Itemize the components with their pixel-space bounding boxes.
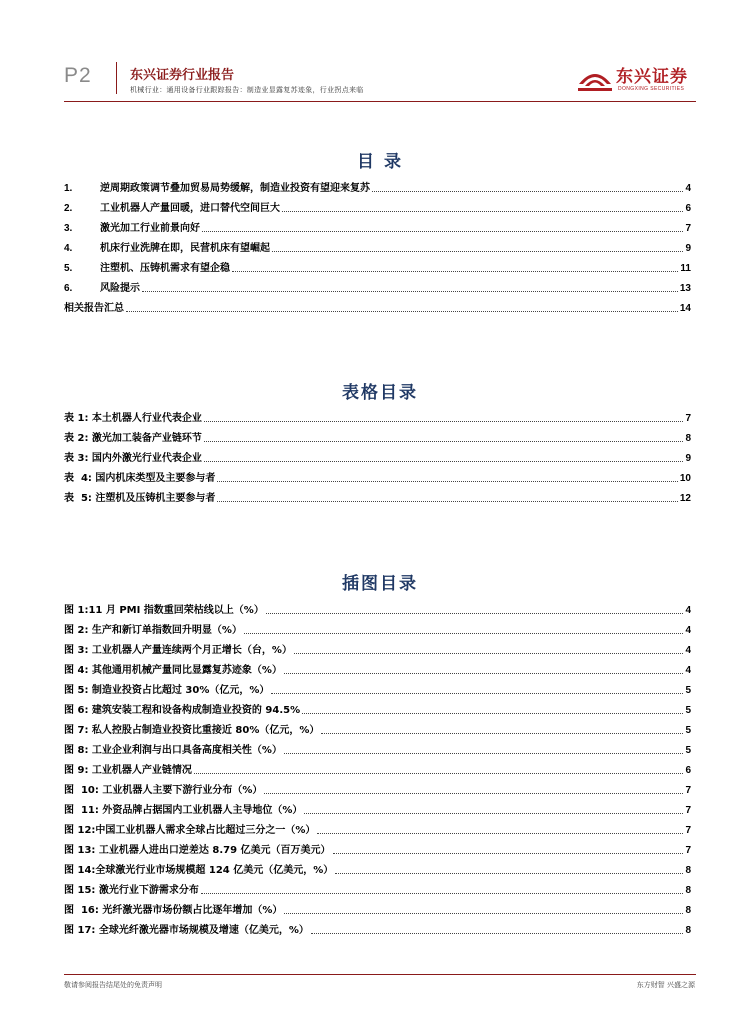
toc-entry[interactable] <box>64 717 691 737</box>
entry-page-number: 7 <box>685 845 691 856</box>
entry-title: 图 14:全球激光行业市场规模超 124 亿美元（亿美元，%） <box>64 865 334 876</box>
dot-leader <box>304 812 683 814</box>
entry-page-number: 5 <box>685 725 691 736</box>
dot-leader <box>284 752 683 754</box>
figures-list <box>64 597 691 937</box>
toc-entry[interactable] <box>64 797 691 817</box>
toc-entry[interactable] <box>64 485 691 505</box>
header-rule <box>64 101 696 102</box>
toc-entry[interactable] <box>64 897 691 917</box>
entry-title: 机床行业洗牌在即，民营机床有望崛起 <box>100 243 270 254</box>
company-motto: 东方财智 兴盛之源 <box>636 981 695 989</box>
entry-page-number: 5 <box>685 685 691 696</box>
dot-leader <box>294 652 683 654</box>
toc-entry[interactable] <box>64 737 691 757</box>
toc-entry[interactable] <box>64 425 691 445</box>
dot-leader <box>272 250 683 252</box>
dot-leader <box>201 892 684 894</box>
entry-number: 1. <box>64 183 73 194</box>
toc-entry[interactable] <box>64 465 691 485</box>
toc-entry[interactable] <box>64 175 691 195</box>
entry-page-number: 7 <box>685 413 691 424</box>
entry-page-number: 5 <box>685 705 691 716</box>
toc-entry[interactable] <box>64 215 691 235</box>
entry-page-number: 12 <box>679 493 691 504</box>
entry-page-number: 4 <box>685 625 691 636</box>
toc-entry[interactable] <box>64 757 691 777</box>
entry-title: 注塑机、压铸机需求有望企稳 <box>100 263 230 274</box>
entry-page-number: 7 <box>685 805 691 816</box>
toc-title: 目 录 <box>357 152 403 172</box>
entry-title: 激光加工行业前景向好 <box>100 223 200 234</box>
entry-title: 相关报告汇总 <box>64 303 124 314</box>
entry-title: 图 7: 私人控股占制造业投资比重接近 80%（亿元，%） <box>64 725 320 736</box>
entry-page-number: 7 <box>685 825 691 836</box>
toc-entry[interactable] <box>64 617 691 637</box>
entry-number: 2. <box>64 203 73 214</box>
logo-english-text: DONGXING SECURITIES <box>618 86 685 92</box>
entry-number: 6. <box>64 283 73 294</box>
dot-leader <box>333 852 684 854</box>
entry-title: 图 13: 工业机器人进出口逆差达 8.79 亿美元（百万美元） <box>64 845 331 856</box>
toc-entry[interactable] <box>64 677 691 697</box>
figures-title: 插图目录 <box>342 574 418 594</box>
dot-leader <box>284 672 683 674</box>
company-logo <box>576 60 700 100</box>
dot-leader <box>204 420 684 422</box>
tables-title: 表格目录 <box>342 383 418 403</box>
entry-title: 图 5: 制造业投资占比超过 30%（亿元，%） <box>64 685 270 696</box>
dot-leader <box>317 832 683 834</box>
toc-entry[interactable] <box>64 817 691 837</box>
toc-entry[interactable] <box>64 597 691 617</box>
entry-title: 表 3: 国内外激光行业代表企业 <box>64 453 202 464</box>
dot-leader <box>372 190 683 192</box>
entry-title: 表 5: 注塑机及压铸机主要参与者 <box>64 493 216 504</box>
entry-title: 图 6: 建筑安装工程和设备构成制造业投资的 94.5% <box>64 705 301 716</box>
entry-title: 图 17: 全球光纤激光器市场规模及增速（亿美元，%） <box>64 925 309 936</box>
dot-leader <box>202 230 683 232</box>
dot-leader <box>282 210 683 212</box>
toc-entry[interactable] <box>64 195 691 215</box>
toc-entry[interactable] <box>64 697 691 717</box>
entry-page-number: 6 <box>685 203 691 214</box>
entry-page-number: 4 <box>685 665 691 676</box>
entry-title: 图 3: 工业机器人产量连续两个月正增长（台，%） <box>64 645 292 656</box>
dot-leader <box>266 612 684 614</box>
entry-page-number: 4 <box>685 645 691 656</box>
dot-leader <box>126 310 678 312</box>
dot-leader <box>244 632 683 634</box>
dot-leader <box>264 792 683 794</box>
toc-entry[interactable] <box>64 637 691 657</box>
report-series-title: 东兴证券行业报告 <box>130 68 235 83</box>
entry-page-number: 8 <box>685 865 691 876</box>
entry-number: 4. <box>64 243 73 254</box>
entry-title: 风险提示 <box>100 283 140 294</box>
entry-page-number: 5 <box>685 745 691 756</box>
dot-leader <box>321 732 683 734</box>
entry-page-number: 9 <box>685 453 691 464</box>
entry-page-number: 13 <box>679 283 691 294</box>
entry-page-number: 7 <box>685 785 691 796</box>
toc-entry[interactable] <box>64 657 691 677</box>
entry-title: 图 10: 工业机器人主要下游行业分布（%） <box>64 785 263 796</box>
dot-leader <box>217 480 677 482</box>
entry-number: 5. <box>64 263 73 274</box>
entry-title: 图 2: 生产和新订单指数回升明显（%） <box>64 625 242 636</box>
entry-page-number: 8 <box>685 885 691 896</box>
entry-page-number: 8 <box>685 925 691 936</box>
toc-entry[interactable] <box>64 445 691 465</box>
dot-leader <box>335 872 683 874</box>
entry-page-number: 4 <box>685 183 691 194</box>
page-number: P2 <box>64 64 92 87</box>
dot-leader <box>232 270 678 272</box>
entry-title: 表 4: 国内机床类型及主要参与者 <box>64 473 216 484</box>
entry-title: 图 11: 外资品牌占据国内工业机器人主导地位（%） <box>64 805 303 816</box>
entry-title: 图 15: 激光行业下游需求分布 <box>64 885 199 896</box>
entry-page-number: 4 <box>685 605 691 616</box>
toc-entry[interactable] <box>64 235 691 255</box>
dot-leader <box>142 290 678 292</box>
toc-entry[interactable] <box>64 857 691 877</box>
entry-title: 逆周期政策调节叠加贸易局势缓解，制造业投资有望迎来复苏 <box>100 183 370 194</box>
dot-leader <box>217 500 677 502</box>
toc-entry[interactable] <box>64 877 691 897</box>
entry-title: 工业机器人产量回暖，进口替代空间巨大 <box>100 203 280 214</box>
toc-entry[interactable] <box>64 275 691 295</box>
toc-entry[interactable] <box>64 777 691 797</box>
toc-entry[interactable] <box>64 405 691 425</box>
dot-leader <box>284 912 683 914</box>
entry-page-number: 8 <box>685 433 691 444</box>
toc-list <box>64 175 691 315</box>
logo-chinese-text: 东兴证券 <box>616 67 688 87</box>
entry-page-number: 9 <box>685 243 691 254</box>
dongxing-logo-icon <box>576 62 614 94</box>
footer-rule <box>64 974 696 975</box>
entry-title: 图 8: 工业企业利润与出口具备高度相关性（%） <box>64 745 282 756</box>
toc-entry[interactable] <box>64 295 691 315</box>
entry-title: 表 1: 本土机器人行业代表企业 <box>64 413 202 424</box>
toc-entry[interactable] <box>64 837 691 857</box>
entry-page-number: 7 <box>685 223 691 234</box>
entry-title: 图 1:11 月 PMI 指数重回荣枯线以上（%） <box>64 605 264 616</box>
dot-leader <box>204 460 684 462</box>
dot-leader <box>302 712 683 714</box>
entry-title: 图 9: 工业机器人产业链情况 <box>64 765 192 776</box>
entry-page-number: 10 <box>679 473 691 484</box>
entry-title: 图 16: 光纤激光器市场份额占比逐年增加（%） <box>64 905 283 916</box>
toc-entry[interactable] <box>64 255 691 275</box>
entry-title: 表 2: 激光加工装备产业链环节 <box>64 433 202 444</box>
report-subtitle: 机械行业：通用设备行业跟踪报告：制造业显露复苏迹象，行业拐点来临 <box>130 86 364 94</box>
entry-page-number: 8 <box>685 905 691 916</box>
entry-title: 图 12:中国工业机器人需求全球占比超过三分之一（%） <box>64 825 316 836</box>
entry-number: 3. <box>64 223 73 234</box>
header-divider <box>116 62 117 94</box>
entry-page-number: 11 <box>680 263 691 274</box>
dot-leader <box>204 440 684 442</box>
entry-title: 图 4: 其他通用机械产量同比显露复苏迹象（%） <box>64 665 282 676</box>
page-header <box>64 60 696 96</box>
dot-leader <box>194 772 684 774</box>
entry-page-number: 14 <box>679 303 691 314</box>
tables-list <box>64 405 691 505</box>
dot-leader <box>311 932 684 934</box>
dot-leader <box>271 692 683 694</box>
toc-entry[interactable] <box>64 917 691 937</box>
disclaimer-note: 敬请参阅报告结尾处的免责声明 <box>64 981 162 989</box>
entry-page-number: 6 <box>685 765 691 776</box>
